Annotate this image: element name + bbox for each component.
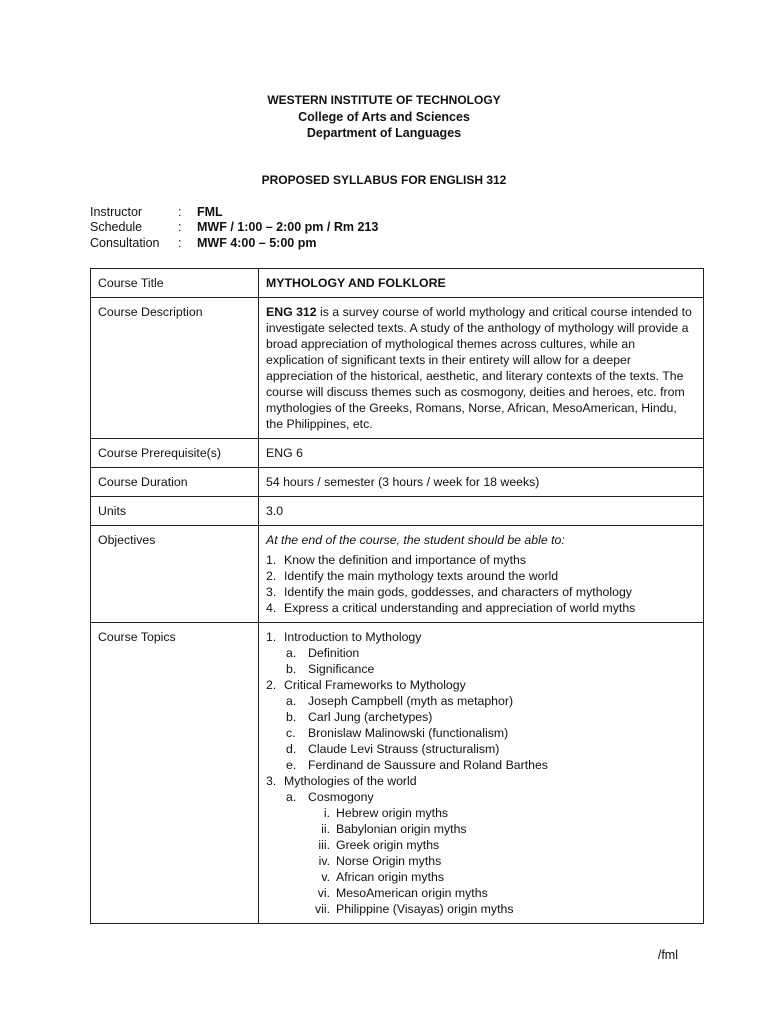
topic-number: vi. — [317, 886, 330, 900]
topic-text: Significance — [308, 662, 375, 676]
row-label: Course Topics — [91, 623, 259, 924]
topic-item — [266, 661, 696, 677]
objective-item — [266, 584, 696, 600]
topic-text: MesoAmerican origin myths — [336, 886, 488, 900]
table-row-objectives — [91, 526, 704, 623]
topic-number: b. — [286, 710, 297, 724]
topic-text: Greek origin myths — [336, 838, 440, 852]
topic-text: Norse Origin myths — [336, 854, 442, 868]
department-name: Department of Languages — [306, 126, 462, 140]
row-label: Course Prerequisite(s) — [91, 439, 259, 468]
topic-text: Philippine (Visayas) origin myths — [336, 902, 514, 916]
info-label: Schedule — [90, 220, 143, 234]
table-row-duration — [91, 468, 704, 497]
objective-text: Identify the main gods, goddesses, and characters of mythology — [284, 585, 632, 599]
topic-number: v. — [321, 870, 330, 884]
syllabus-table — [90, 268, 704, 924]
topic-number: iv. — [318, 854, 330, 868]
topic-number: a. — [286, 790, 297, 804]
topic-text: Ferdinand de Saussure and Roland Barthes — [308, 758, 548, 772]
row-label: Course Duration — [91, 468, 259, 497]
info-value: MWF / 1:00 – 2:00 pm / Rm 213 — [197, 220, 379, 234]
topic-number: a. — [286, 694, 297, 708]
topic-item — [266, 805, 696, 821]
topic-number: 2. — [266, 678, 277, 692]
objective-number: 3. — [266, 585, 277, 599]
topic-item — [266, 837, 696, 853]
course-description-text: is a survey course of world mythology and critical course intended to investigate selected texts. A study of the anthology of mythology will provide a broad appreciation of mythological themes across cultures, while an explication of significant texts in their entirety will allow for a deeper appreciation of the historical, aesthetic, and literary contexts of the texts. The course will discuss themes such as cosmogony, deities and heroes, etc. from mythologies of the Greeks, Romans, Norse, African, MesoAmerican, Hindu, the Philippines, etc. — [266, 305, 692, 431]
topic-number: d. — [286, 742, 297, 756]
topic-item — [266, 645, 696, 661]
course-topics-cell — [259, 623, 704, 924]
units-value: 3.0 — [259, 497, 704, 526]
table-row-course-topics — [91, 623, 704, 924]
row-label: Course Description — [91, 298, 259, 439]
row-label: Objectives — [91, 526, 259, 623]
topic-number: 1. — [266, 630, 277, 644]
topic-text: Definition — [308, 646, 360, 660]
topic-item — [266, 789, 696, 805]
objective-number: 2. — [266, 569, 277, 583]
topic-text: Bronislaw Malinowski (functionalism) — [308, 726, 509, 740]
topic-text: Cosmogony — [308, 790, 374, 804]
topic-item — [266, 901, 696, 917]
objective-text: Express a critical understanding and appreciation of world myths — [284, 601, 636, 615]
topic-number: vii. — [314, 902, 330, 916]
table-row-course-title — [91, 269, 704, 298]
objective-text: Know the definition and importance of myths — [284, 553, 526, 567]
topic-number: b. — [286, 662, 297, 676]
course-title-value: MYTHOLOGY AND FOLKLORE — [259, 269, 704, 298]
topic-item — [266, 629, 696, 645]
topic-number: e. — [286, 758, 297, 772]
topic-text: Claude Levi Strauss (structuralism) — [308, 742, 500, 756]
objective-item — [266, 600, 696, 616]
college-name: College of Arts and Sciences — [298, 110, 470, 124]
info-colon: : — [178, 236, 182, 250]
footer-initials: /fml — [657, 948, 678, 962]
topic-text: Introduction to Mythology — [284, 630, 422, 644]
topic-item — [266, 693, 696, 709]
topic-item — [266, 709, 696, 725]
table-row-course-description — [91, 298, 704, 439]
info-colon: : — [178, 220, 182, 234]
course-code: ENG 312 — [266, 305, 317, 319]
duration-value: 54 hours / semester (3 hours / week for 18 weeks) — [259, 468, 704, 497]
topic-item — [266, 725, 696, 741]
topics-list — [266, 629, 696, 917]
row-label: Units — [91, 497, 259, 526]
topic-text: African origin myths — [336, 870, 444, 884]
topic-item — [266, 757, 696, 773]
objective-item — [266, 552, 696, 568]
topic-number: i. — [323, 806, 330, 820]
topic-text: Mythologies of the world — [284, 774, 417, 788]
topic-item — [266, 821, 696, 837]
table-row-units — [91, 497, 704, 526]
table-row-prerequisite — [91, 439, 704, 468]
objectives-cell — [259, 526, 704, 623]
topic-number: c. — [286, 726, 296, 740]
topic-item — [266, 773, 696, 789]
topic-number: ii. — [321, 822, 330, 836]
objectives-list — [266, 552, 696, 616]
info-value: FML — [197, 205, 223, 219]
topic-number: iii. — [318, 838, 330, 852]
topic-item — [266, 885, 696, 901]
info-value: MWF 4:00 – 5:00 pm — [197, 236, 317, 250]
institution-name: WESTERN INSTITUTE OF TECHNOLOGY — [267, 93, 501, 107]
objectives-intro: At the end of the course, the student should be able to: — [266, 533, 565, 547]
topic-text: Hebrew origin myths — [336, 806, 449, 820]
objective-item — [266, 568, 696, 584]
row-label: Course Title — [91, 269, 259, 298]
prerequisite-value: ENG 6 — [259, 439, 704, 468]
topic-text: Joseph Campbell (myth as metaphor) — [308, 694, 514, 708]
course-description-cell — [259, 298, 704, 439]
info-colon: : — [178, 205, 182, 219]
topic-item — [266, 677, 696, 693]
topic-item — [266, 869, 696, 885]
topic-number: a. — [286, 646, 297, 660]
info-label: Instructor — [90, 205, 143, 219]
objective-number: 4. — [266, 601, 277, 615]
info-label: Consultation — [90, 236, 160, 250]
topic-text: Babylonian origin myths — [336, 822, 467, 836]
topic-text: Critical Frameworks to Mythology — [284, 678, 466, 692]
topic-item — [266, 853, 696, 869]
topic-item — [266, 741, 696, 757]
topic-text: Carl Jung (archetypes) — [308, 710, 433, 724]
topic-number: 3. — [266, 774, 277, 788]
objective-number: 1. — [266, 553, 277, 567]
objective-text: Identify the main mythology texts around the world — [284, 569, 559, 583]
syllabus-title: PROPOSED SYLLABUS FOR ENGLISH 312 — [261, 173, 507, 187]
